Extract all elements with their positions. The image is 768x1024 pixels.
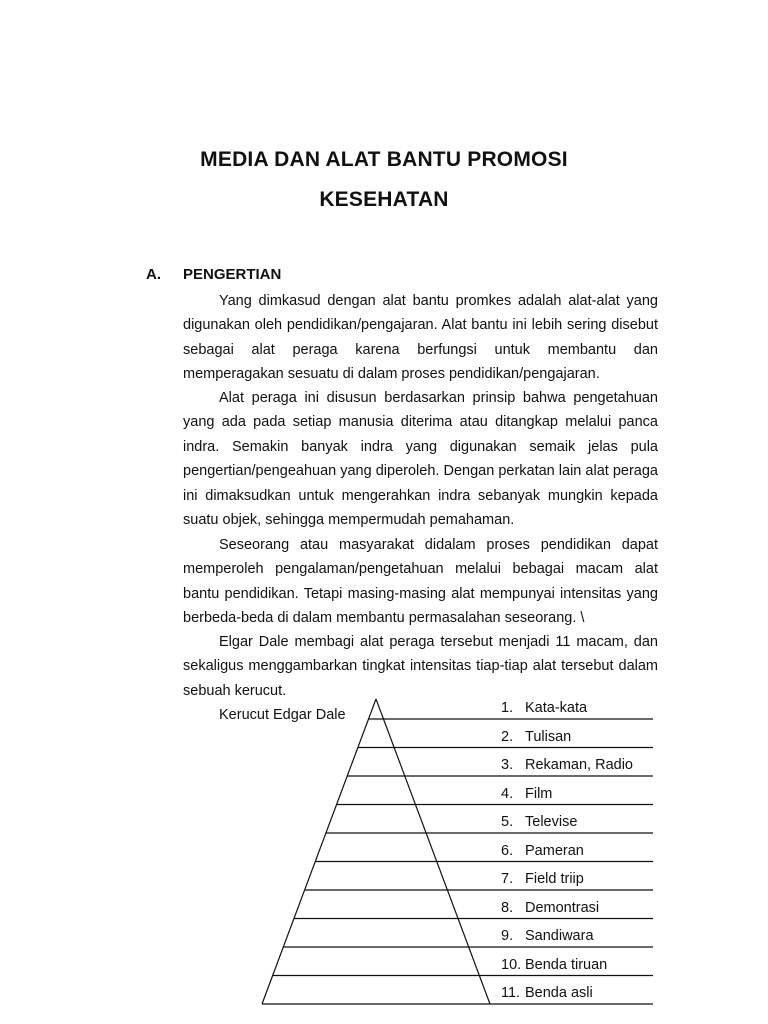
cone-item-number: 2. — [501, 728, 514, 745]
cone-item-number: 10. — [501, 956, 522, 973]
section-letter: A. — [146, 266, 161, 283]
cone-item-3 — [501, 757, 633, 773]
cone-left-edge — [262, 699, 376, 1004]
cone-item-11 — [501, 985, 593, 1001]
cone-item-label: Field triip — [525, 871, 584, 887]
cone-item-label: Demontrasi — [525, 899, 600, 916]
cone-item-5 — [501, 814, 577, 830]
cone-item-label: Sandiwara — [525, 928, 594, 944]
cone-item-number: 5. — [501, 814, 514, 830]
cone-item-6 — [501, 843, 584, 859]
cone-item-number: 8. — [501, 899, 514, 916]
cone-item-9 — [501, 928, 594, 944]
page-title-line-1: MEDIA DAN ALAT BANTU PROMOSI — [200, 148, 568, 171]
paragraph-2: Alat peraga ini disusun berdasarkan prinsip bahwa pengetahuan yang ada pada setiap manusia diterima atau ditangkap melalui panca indra. Semakin banyak indra yang digunakan semaik jelas pula pengertian/pengeahuan yang diperoleh. Dengan perkatan lain alat peraga ini dimaksudkan untuk mengerahkan indra sebanyak mungkin kepada suatu objek, sehingga mempermudah pemahaman. — [183, 390, 658, 529]
section-heading: PENGERTIAN — [183, 266, 282, 283]
cone-item-8 — [501, 900, 599, 916]
page-title-line-2: KESEHATAN — [319, 188, 449, 211]
cone-caption: Kerucut Edgar Dale — [219, 707, 346, 723]
cone-item-label: Televise — [525, 814, 578, 830]
cone-item-number: 7. — [501, 871, 514, 887]
cone-item-7 — [501, 871, 584, 887]
paragraph-4: Elgar Dale membagi alat peraga tersebut menjadi 11 macam, dan sekaligus menggambarkan tingkat intensitas tiap-tiap alat tersebut dalam sebuah kerucut. — [183, 634, 658, 699]
cone-item-label: Kata-kata — [525, 700, 588, 716]
cone-item-number: 6. — [501, 842, 514, 859]
cone-item-number: 9. — [501, 928, 514, 944]
cone-item-4 — [501, 786, 552, 802]
cone-item-number: 4. — [501, 785, 514, 802]
cone-item-1 — [501, 700, 587, 716]
cone-item-label: Benda asli — [525, 985, 593, 1001]
cone-item-label: Benda tiruan — [525, 956, 608, 973]
cone-right-edge — [376, 699, 490, 1004]
paragraph-1: Yang dimkasud dengan alat bantu promkes adalah alat-alat yang digunakan oleh pendidikan/pengajaran. Alat bantu ini lebih sering disebut sebagai alat peraga karena berfungsi untuk membantu dan memperagakan sesuatu di dalam proses pendidikan/pengajaran. — [183, 293, 658, 383]
paragraph-3: Seseorang atau masyarakat didalam proses pendidikan dapat memperoleh pengalaman/pengetahuan melalui bebagai macam alat bantu pendidikan. Tetapi masing-masing alat mempunyai intensitas yang berbeda-beda di dalam membantu permasalahan seseorang. \ — [183, 537, 658, 627]
cone-item-number: 3. — [501, 757, 514, 773]
cone-item-label: Pameran — [525, 842, 584, 859]
cone-item-number: 1. — [501, 700, 514, 716]
cone-item-10 — [501, 957, 607, 973]
cone-item-number: 11. — [501, 985, 521, 1001]
cone-item-label: Film — [525, 785, 553, 802]
cone-item-label: Rekaman, Radio — [525, 757, 633, 773]
cone-item-label: Tulisan — [525, 728, 572, 745]
cone-item-2 — [501, 729, 571, 745]
